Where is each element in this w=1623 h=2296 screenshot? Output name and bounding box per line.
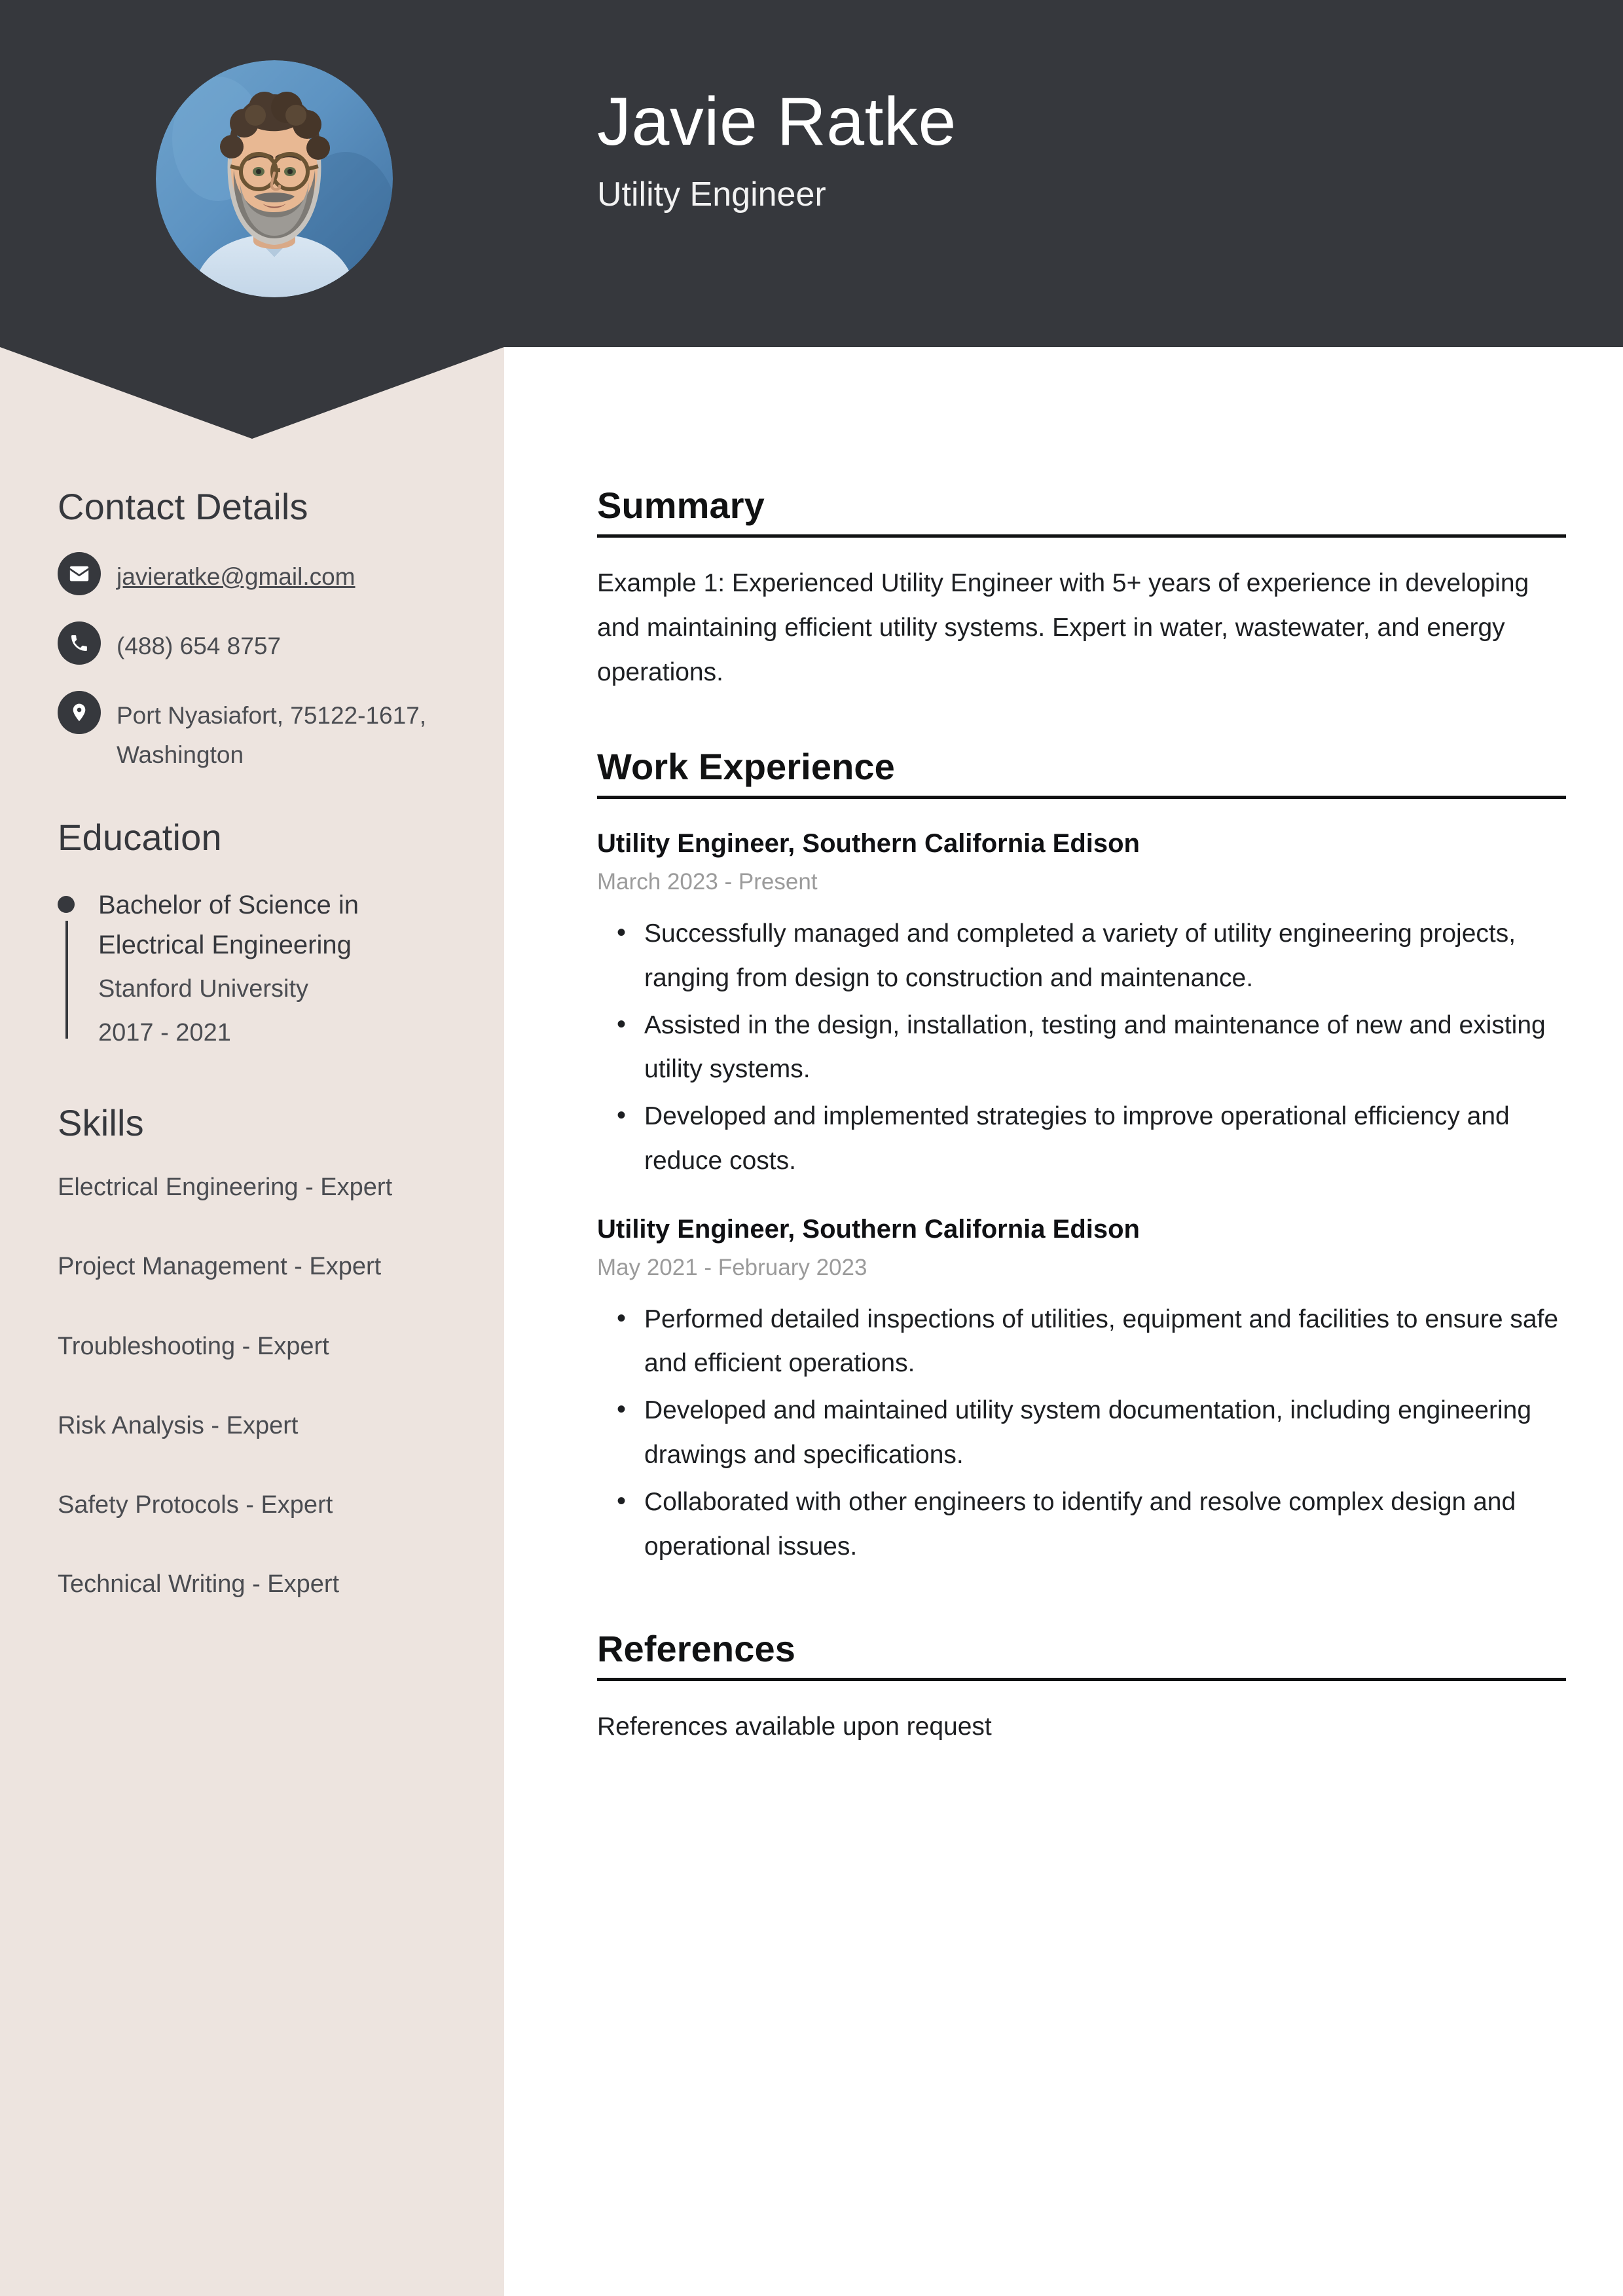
education-section [58, 815, 447, 1054]
education-degree: Bachelor of Science in Electrical Engineering [98, 891, 359, 959]
contact-details-heading: Contact Details [58, 486, 308, 527]
sidebar-content [0, 485, 504, 1648]
list-item: Risk Analysis - Expert [58, 1411, 299, 1439]
references-text: References available upon request [597, 1713, 992, 1741]
education-list [58, 885, 447, 1054]
education-item [58, 885, 447, 1054]
list-item: Troubleshooting - Expert [58, 1332, 329, 1360]
skills-list [58, 1171, 447, 1602]
email-value[interactable]: javieratke@gmail.com [117, 563, 356, 591]
skills-heading: Skills [58, 1102, 144, 1143]
references-heading: References [597, 1627, 795, 1669]
skills-section [58, 1101, 447, 1602]
envelope-icon [58, 552, 101, 595]
header-text-block [597, 84, 957, 215]
education-heading: Education [58, 816, 222, 858]
work-experience-heading: Work Experience [597, 745, 895, 787]
location-pin-icon [58, 691, 101, 734]
list-item: • Performed detailed inspections of utilities, equipment and facilities to ensure safe and efficient operations. [597, 1297, 1573, 1386]
section-divider [597, 534, 1566, 538]
list-item: • Collaborated with other engineers to identify and resolve complex design and operational issues. [597, 1480, 1573, 1569]
list-item: • Developed and maintained utility system documentation, including engineering drawings and specifications. [597, 1388, 1573, 1477]
contact-item-phone[interactable] [58, 624, 447, 666]
summary-heading: Summary [597, 485, 765, 526]
job-entry [597, 1212, 1573, 1569]
references-section [597, 1628, 1573, 1749]
contact-item-address[interactable] [58, 694, 447, 775]
job-dates: May 2021 - February 2023 [597, 1255, 867, 1281]
list-item: • Successfully managed and completed a variety of utility engineering projects, ranging from design to construction and maintenance. [597, 912, 1573, 1001]
job-dates: March 2023 - Present [597, 869, 818, 895]
contact-details-section [58, 485, 447, 775]
address-value[interactable]: Port Nyasiafort, 75122-1617, Washington [117, 702, 427, 768]
list-item: Technical Writing - Expert [58, 1570, 340, 1599]
job-title-subtitle: Utility Engineer [597, 176, 826, 214]
job-bullet-list [597, 912, 1573, 1183]
job-title: Utility Engineer, Southern California Edison [597, 829, 1140, 859]
list-item: • Assisted in the design, installation, testing and maintenance of new and existing utility systems. [597, 1003, 1573, 1092]
timeline-dot-icon [58, 896, 75, 913]
education-school: Stanford University [98, 974, 309, 1003]
summary-text: Example 1: Experienced Utility Engineer with 5+ years of experience in developing and maintaining efficient utility systems. Expert in water, wastewater, and energy operations. [597, 569, 1529, 687]
main-content [597, 485, 1573, 1749]
education-dates: 2017 - 2021 [98, 1019, 231, 1047]
job-entry [597, 826, 1573, 1183]
section-divider [597, 1678, 1566, 1681]
section-divider [597, 796, 1566, 799]
phone-icon [58, 621, 101, 665]
list-item: Safety Protocols - Expert [58, 1491, 333, 1519]
phone-value[interactable]: (488) 654 8757 [117, 633, 281, 660]
list-item: Electrical Engineering - Expert [58, 1174, 393, 1201]
list-item: • Developed and implemented strategies to improve operational efficiency and reduce costs. [597, 1094, 1573, 1183]
timeline-line [65, 921, 68, 1039]
contact-list [58, 555, 447, 775]
list-item: Project Management - Expert [58, 1253, 382, 1281]
avatar [156, 60, 393, 297]
job-title: Utility Engineer, Southern California Edison [597, 1215, 1140, 1244]
job-bullet-list [597, 1297, 1573, 1569]
contact-item-email[interactable] [58, 555, 447, 597]
work-experience-section [597, 746, 1573, 1569]
page-title: Javie Ratke [597, 84, 957, 160]
summary-section [597, 485, 1573, 695]
